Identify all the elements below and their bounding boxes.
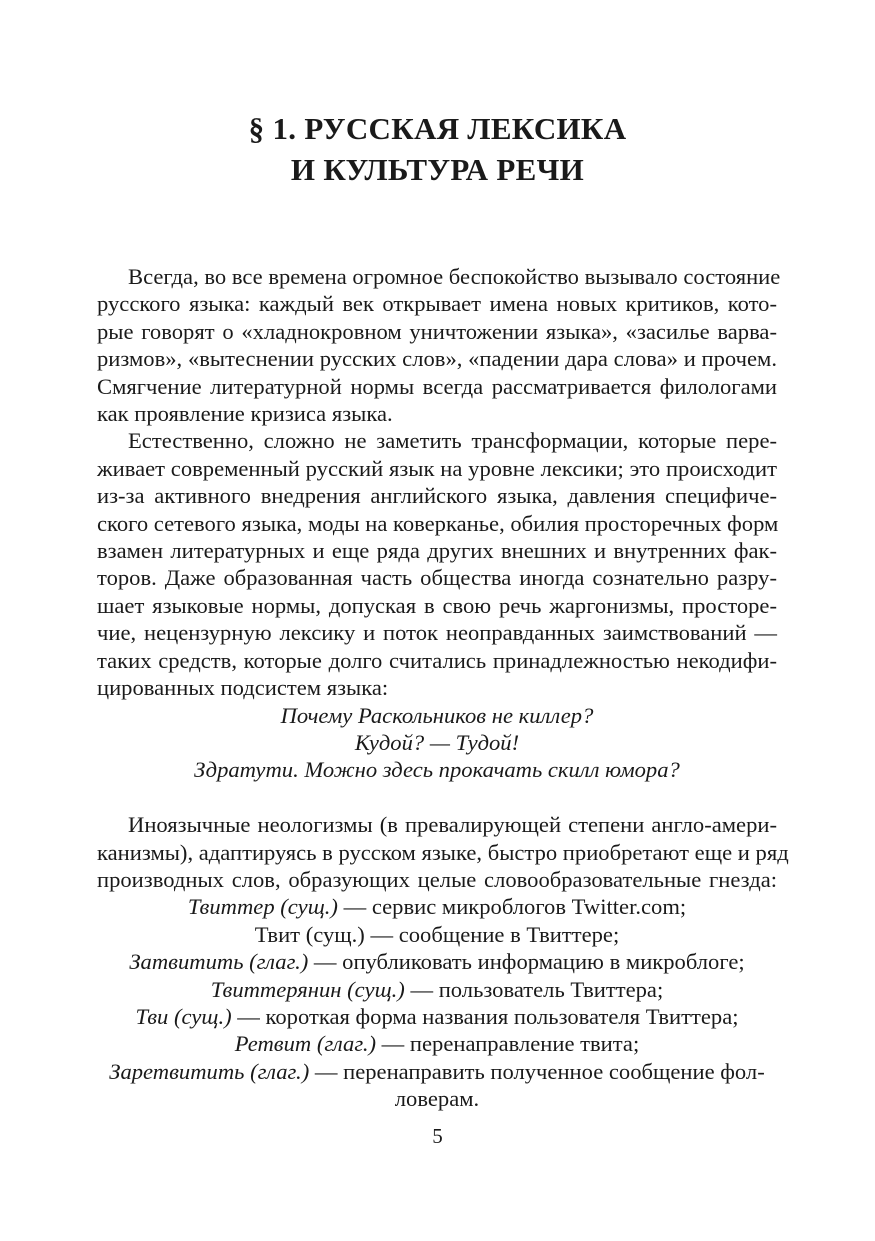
- text-line: торов. Даже образованная часть общества иногда сознательно разру-: [97, 565, 777, 591]
- term-definition: Твит (сущ.) — сообщение в Твиттере;: [254, 921, 620, 947]
- text-line: Смягчение литературной нормы всегда рассматривается филологами: [97, 373, 777, 399]
- term-definition: — короткая форма названия пользователя Твиттера;: [231, 1003, 739, 1029]
- term-entry: [97, 948, 777, 975]
- text-line: взамен литературных и еще ряда других внешних и внутренних фак-: [97, 538, 777, 564]
- blank-line: [97, 784, 777, 811]
- term-definition: ловерам.: [394, 1086, 480, 1112]
- page-number: 5: [432, 1124, 443, 1148]
- term-entry: [97, 1058, 777, 1085]
- term-word: Затвитить (глаг.): [129, 949, 309, 975]
- term-entry: [97, 921, 777, 948]
- term-word: Заретвитить (глаг.): [109, 1058, 310, 1084]
- term-word: Ретвит (глаг.): [234, 1031, 377, 1057]
- text-line: из-за активного внедрения английского языка, давления специфиче-: [97, 483, 777, 509]
- text-line: живает современный русский язык на уровне лексики; это происходит: [97, 455, 777, 481]
- term-entry: [97, 1085, 777, 1112]
- term-entry: [97, 893, 777, 920]
- term-definition: — пользователь Твиттера;: [404, 976, 664, 1002]
- text-line: как проявление кризиса языка.: [97, 401, 393, 427]
- body-text: [97, 263, 789, 1113]
- text-line: цированных подсистем языка:: [97, 675, 389, 701]
- term-word: Твиттерянин (сущ.): [210, 976, 405, 1002]
- text-line: канизмы), адаптируясь в русском языке, быстро приобретают еще и ряд: [97, 839, 789, 865]
- term-entry: [97, 1030, 777, 1057]
- example-line: Кудой? — Тудой!: [354, 729, 520, 755]
- examples-block: [97, 702, 777, 784]
- text-line: Естественно, сложно не заметить трансформации, которые пере-: [128, 428, 777, 454]
- terms-list: [97, 893, 777, 1112]
- text-line: рые говорят о «хладнокровном уничтожении языка», «засилье варва-: [97, 318, 777, 344]
- term-definition: — опубликовать информацию в микроблоге;: [308, 949, 745, 975]
- text-line: производных слов, образующих целые словообразовательные гнезда:: [97, 866, 777, 892]
- section-heading: [0, 108, 875, 190]
- term-definition: — сервис микроблогов Twitter.com;: [337, 894, 687, 920]
- paragraph-1: [97, 263, 781, 427]
- text-line: ризмов», «вытеснении русских слов», «падении дара слова» и прочем.: [97, 346, 777, 372]
- text-line: Всегда, во все времена огромное беспокойство вызывало состояние: [128, 264, 781, 289]
- text-line: таких средств, которые долго считались принадлежностью некодифи-: [97, 647, 777, 673]
- text-line: шает языковые нормы, допуская в свою речь жаргонизмы, просторе-: [97, 592, 777, 618]
- text-line: ского сетевого языка, моды на коверканье, обилия просторечных форм: [97, 510, 779, 536]
- text-line: чие, нецензурную лексику и поток неоправданных заимствований —: [97, 620, 777, 646]
- text-line: Иноязычные неологизмы (в превалирующей степени англо-амери-: [128, 812, 777, 838]
- example-line: Здратути. Можно здесь прокачать скилл юмора?: [194, 757, 680, 783]
- heading-line-2: И КУЛЬТУРА РЕЧИ: [290, 152, 585, 187]
- term-word: Твиттер (сущ.): [187, 894, 338, 920]
- term-word: Тви (сущ.): [135, 1003, 232, 1029]
- heading-line-1: § 1. РУССКАЯ ЛЕКСИКА: [248, 111, 627, 146]
- text-line: русского языка: каждый век открывает имена новых критиков, кото-: [97, 291, 777, 317]
- term-entry: [97, 976, 777, 1003]
- term-definition: — перенаправление твита;: [376, 1031, 640, 1057]
- term-entry: [97, 1003, 777, 1030]
- paragraph-2: [97, 427, 777, 701]
- example-line: Почему Раскольников не киллер?: [280, 702, 594, 728]
- term-definition: — перенаправить полученное сообщение фол-: [309, 1058, 765, 1084]
- paragraph-3: [97, 811, 789, 893]
